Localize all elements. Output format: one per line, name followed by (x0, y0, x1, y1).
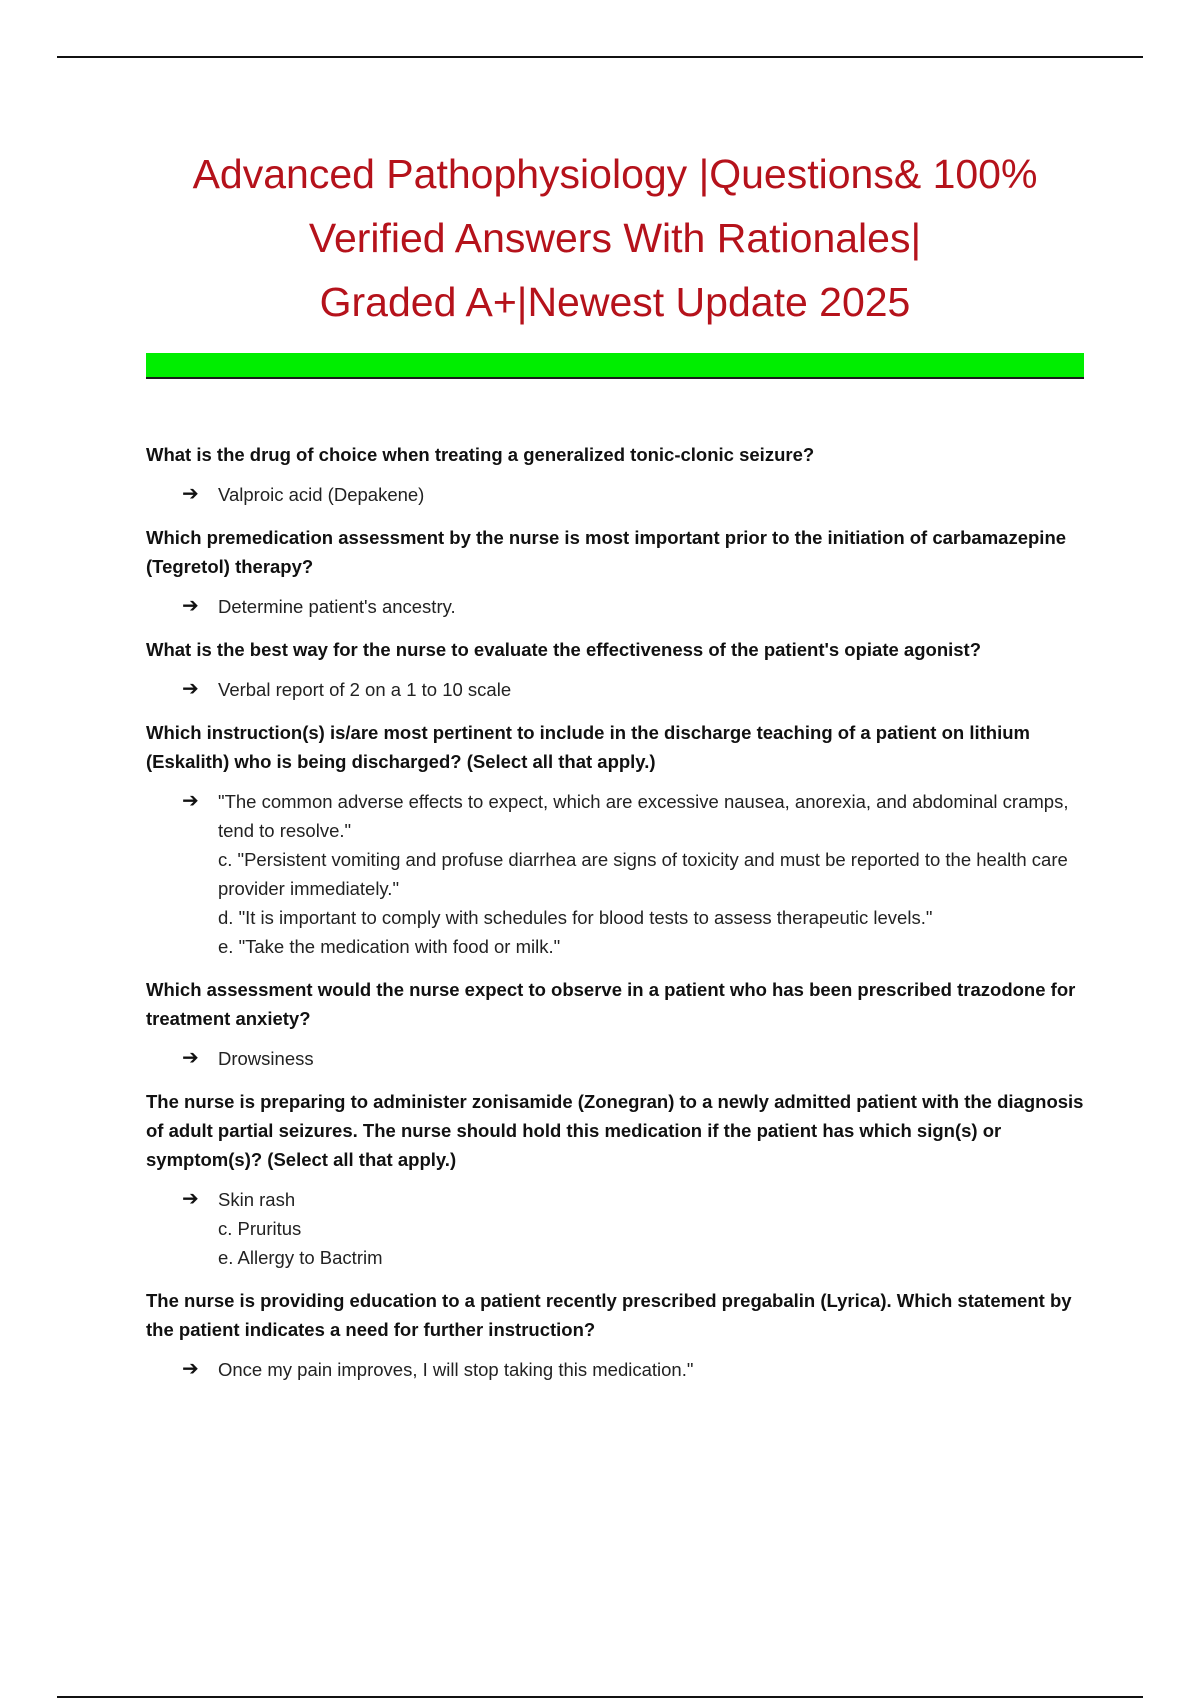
question-text: The nurse is preparing to administer zonisamide (Zonegran) to a newly admitted patient with the diagnosis of adult partial seizures. The nurse should hold this medication if the patient has which sign(s) or symptom(s)? (Select all that apply.) (146, 1091, 1084, 1170)
qa-list (146, 440, 1091, 1398)
answer-block (146, 787, 1091, 961)
bottom-rule (57, 1696, 1143, 1698)
top-rule (57, 56, 1143, 58)
arrow-icon: ➔ (182, 678, 199, 700)
arrow-icon: ➔ (182, 595, 199, 617)
document-title (145, 142, 1085, 334)
answer-block (146, 675, 1091, 704)
answer-block (146, 480, 1091, 509)
answer-text: "The common adverse effects to expect, which are excessive nausea, anorexia, and abdominal cramps, tend to resolve." (218, 791, 1069, 841)
qa-item (146, 718, 1091, 961)
qa-item (146, 523, 1091, 621)
answer-block (146, 592, 1091, 621)
arrow-icon: ➔ (182, 1047, 199, 1069)
answer-text: Verbal report of 2 on a 1 to 10 scale (218, 679, 512, 700)
question-text: Which assessment would the nurse expect to observe in a patient who has been prescribed trazodone for treatment anxiety? (146, 979, 1076, 1029)
question-text: Which premedication assessment by the nurse is most important prior to the initiation of carbamazepine (Tegretol) therapy? (146, 527, 1067, 577)
title-line: Graded A+|Newest Update 2025 (319, 279, 911, 325)
arrow-icon: ➔ (182, 1358, 199, 1380)
qa-item (146, 440, 1091, 509)
answer-text: Drowsiness (218, 1048, 314, 1069)
answer-block (146, 1185, 1091, 1272)
question-text: What is the drug of choice when treating a generalized tonic-clonic seizure? (146, 444, 815, 465)
qa-item (146, 1286, 1091, 1384)
answer-text: Valproic acid (Depakene) (218, 484, 425, 505)
qa-item (146, 1087, 1091, 1272)
question-text: Which instruction(s) is/are most pertinent to include in the discharge teaching of a patient on lithium (Eskalith) who is being discharged? (Select all that apply.) (146, 722, 1030, 772)
arrow-icon: ➔ (182, 790, 199, 812)
arrow-icon: ➔ (182, 483, 199, 505)
arrow-icon: ➔ (182, 1188, 199, 1210)
answer-text: Once my pain improves, I will stop taking this medication." (218, 1359, 694, 1380)
answer-option: c. "Persistent vomiting and profuse diarrhea are signs of toxicity and must be reported to the health care provider immediately." (218, 849, 1068, 899)
qa-item (146, 635, 1091, 704)
title-line: Verified Answers With Rationales| (308, 215, 922, 261)
question-text: What is the best way for the nurse to evaluate the effectiveness of the patient's opiate agonist? (146, 639, 982, 660)
answer-block (146, 1044, 1091, 1073)
title-line: Advanced Pathophysiology |Questions& 100% (192, 151, 1038, 197)
answer-text: Skin rash (218, 1189, 296, 1210)
answer-option: e. "Take the medication with food or milk." (218, 936, 561, 957)
answer-option: d. "It is important to comply with schedules for blood tests to assess therapeutic levels." (218, 907, 933, 928)
question-text: The nurse is providing education to a patient recently prescribed pregabalin (Lyrica). Which statement by the patient indicates a need for further instruction? (146, 1290, 1072, 1340)
answer-text: Determine patient's ancestry. (218, 596, 456, 617)
answer-option: c. Pruritus (218, 1218, 302, 1239)
answer-option: e. Allergy to Bactrim (218, 1247, 383, 1268)
answer-block (146, 1355, 1091, 1384)
title-underline-bar (146, 353, 1084, 379)
qa-item (146, 975, 1091, 1073)
